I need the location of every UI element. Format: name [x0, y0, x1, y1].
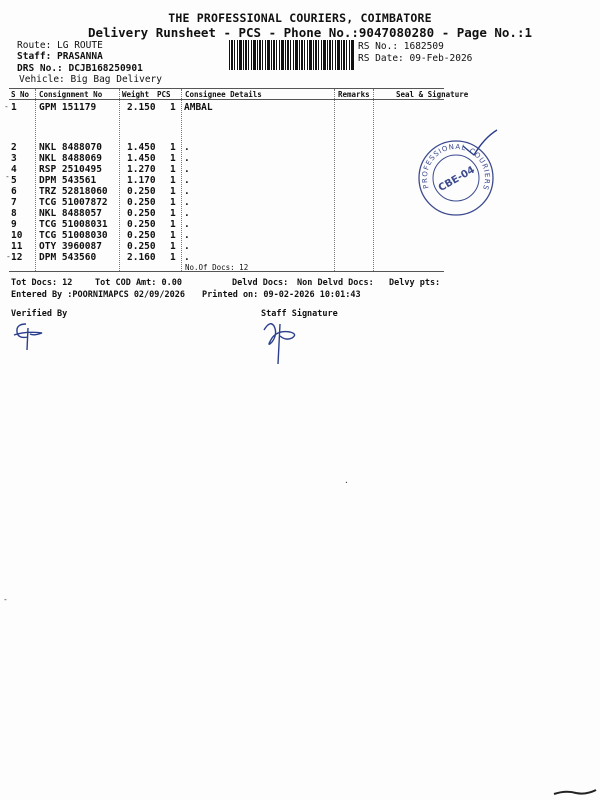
row-weight: 0.250 — [127, 186, 156, 197]
check-mark-icon — [460, 128, 500, 158]
table-row — [0, 142, 600, 153]
row-consignment: TCG 51008030 — [39, 230, 108, 241]
row-consignment: NKL 8488070 — [39, 142, 102, 153]
col-header-remarks: Remarks — [338, 90, 370, 99]
col-header-weight: Weight — [122, 90, 150, 99]
delvd-docs: Delvd Docs: — [232, 278, 289, 288]
row-weight: 0.250 — [127, 230, 156, 241]
row-sno: 7 — [11, 197, 17, 208]
row-consignee: . — [184, 230, 190, 241]
margin-tick: - — [6, 252, 11, 261]
row-sno: 2 — [11, 142, 17, 153]
row-pcs: 1 — [170, 219, 176, 230]
row-consignment: NKL 8488069 — [39, 153, 102, 164]
row-pcs: 1 — [170, 208, 176, 219]
row-sno: 4 — [11, 164, 17, 175]
row-pcs: 1 — [170, 102, 176, 113]
scan-smudge — [552, 786, 598, 798]
row-consignee: . — [184, 219, 190, 230]
row-consignee: . — [184, 142, 190, 153]
col-header-consignee: Consignee Details — [185, 90, 262, 99]
col-header-sno: S No — [11, 90, 30, 99]
row-sno: 10 — [11, 230, 23, 241]
printed-on: Printed on: 09-02-2026 10:01:43 — [202, 290, 361, 300]
row-consignment: TRZ 52818060 — [39, 186, 108, 197]
entered-by: Entered By :POORNIMAPCS 02/09/2026 — [11, 290, 185, 300]
runsheet-subtitle: Delivery Runsheet - PCS - Phone No.:9047080280 - Page No.:1 — [87, 25, 532, 40]
row-pcs: 1 — [170, 241, 176, 252]
rs-date: RS Date: 09-Feb-2026 — [358, 53, 473, 64]
row-pcs: 1 — [170, 197, 176, 208]
row-weight: 1.170 — [127, 175, 156, 186]
row-consignee: . — [184, 197, 190, 208]
row-weight: 1.270 — [127, 164, 156, 175]
table-header-rule — [9, 99, 444, 100]
row-sno: 1 — [11, 102, 17, 113]
tot-docs: Tot Docs: 12 — [11, 278, 73, 288]
row-pcs: 1 — [170, 175, 176, 186]
row-consignee: . — [184, 164, 190, 175]
row-weight: 1.450 — [127, 142, 156, 153]
table-row — [0, 252, 600, 263]
vehicle-label: Vehicle: Big Bag Delivery — [19, 74, 162, 85]
row-weight: 0.250 — [127, 219, 156, 230]
staff-signature-label: Staff Signature — [261, 309, 338, 319]
row-sno: 3 — [11, 153, 17, 164]
staff-signature-icon — [262, 318, 318, 368]
row-consignment: NKL 8488057 — [39, 208, 102, 219]
row-weight: 0.250 — [127, 208, 156, 219]
col-header-consignment: Consignment No — [39, 90, 103, 99]
table-row — [0, 164, 600, 175]
delvy-pts: Delvy pts: — [389, 278, 441, 288]
table-row — [0, 219, 600, 230]
row-pcs: 1 — [170, 142, 176, 153]
no-of-docs: No.Of Docs: 12 — [185, 263, 249, 272]
row-consignment: OTY 3960087 — [39, 241, 102, 252]
table-row — [0, 208, 600, 219]
row-consignee: . — [184, 241, 190, 252]
col-header-pcs: PCS — [157, 90, 171, 99]
table-row — [0, 197, 600, 208]
drs-number: DRS No.: DCJB168250901 — [17, 63, 143, 74]
row-consignment: TCG 51007872 — [39, 197, 108, 208]
row-consignee: . — [184, 252, 190, 263]
row-weight: 2.160 — [127, 252, 156, 263]
row-sno: 8 — [11, 208, 17, 219]
route-label: Route: LG ROUTE — [17, 40, 103, 51]
table-row — [0, 241, 600, 252]
rs-number: RS No.: 1682509 — [358, 41, 444, 52]
barcode — [229, 40, 355, 70]
table-row — [0, 175, 600, 186]
row-consignment: TCG 51008031 — [39, 219, 108, 230]
row-pcs: 1 — [170, 164, 176, 175]
row-consignment: GPM 151179 — [39, 102, 97, 113]
row-sno: 11 — [11, 241, 23, 252]
row-pcs: 1 — [170, 153, 176, 164]
stamp-center-text: CBE-04 — [436, 164, 477, 195]
row-weight: 2.150 — [127, 102, 156, 113]
row-consignment: DPM 543560 — [39, 252, 97, 263]
non-delvd-docs: Non Delvd Docs: — [297, 278, 374, 288]
table-row — [0, 230, 600, 241]
row-pcs: 1 — [170, 186, 176, 197]
row-consignee: . — [184, 208, 190, 219]
staff-label: Staff: PRASANNA — [17, 51, 103, 62]
col-header-seal: Seal & Signature — [396, 90, 469, 99]
row-weight: 0.250 — [127, 241, 156, 252]
margin-tick: - — [5, 172, 10, 181]
row-consignee: . — [184, 186, 190, 197]
row-consignee: AMBAL — [184, 102, 213, 113]
row-sno: 6 — [11, 186, 17, 197]
row-consignment: RSP 2510495 — [39, 164, 102, 175]
scan-dot: · — [344, 478, 349, 487]
row-sno: 5 — [11, 175, 17, 186]
company-title: THE PROFESSIONAL COURIERS, COIMBATORE — [168, 11, 432, 25]
table-row — [0, 153, 600, 164]
row-consignee: . — [184, 153, 190, 164]
row-sno: 9 — [11, 219, 17, 230]
row-consignment: DPM 543561 — [39, 175, 97, 186]
stamp-ring-text: PROFESSIONAL COURIERS — [420, 142, 492, 192]
row-pcs: 1 — [170, 230, 176, 241]
margin-tick: - — [3, 595, 8, 604]
verifier-signature-icon — [12, 320, 48, 352]
row-weight: 1.450 — [127, 153, 156, 164]
table-row — [0, 102, 600, 113]
table-row — [0, 186, 600, 197]
verified-by-label: Verified By — [11, 309, 68, 319]
tot-cod-amount: Tot COD Amt: 0.00 — [95, 278, 182, 288]
row-weight: 0.250 — [127, 197, 156, 208]
row-sno: 12 — [11, 252, 23, 263]
margin-tick: - — [4, 102, 9, 111]
row-pcs: 1 — [170, 252, 176, 263]
table-top-rule — [9, 88, 444, 89]
row-consignee: . — [184, 175, 190, 186]
